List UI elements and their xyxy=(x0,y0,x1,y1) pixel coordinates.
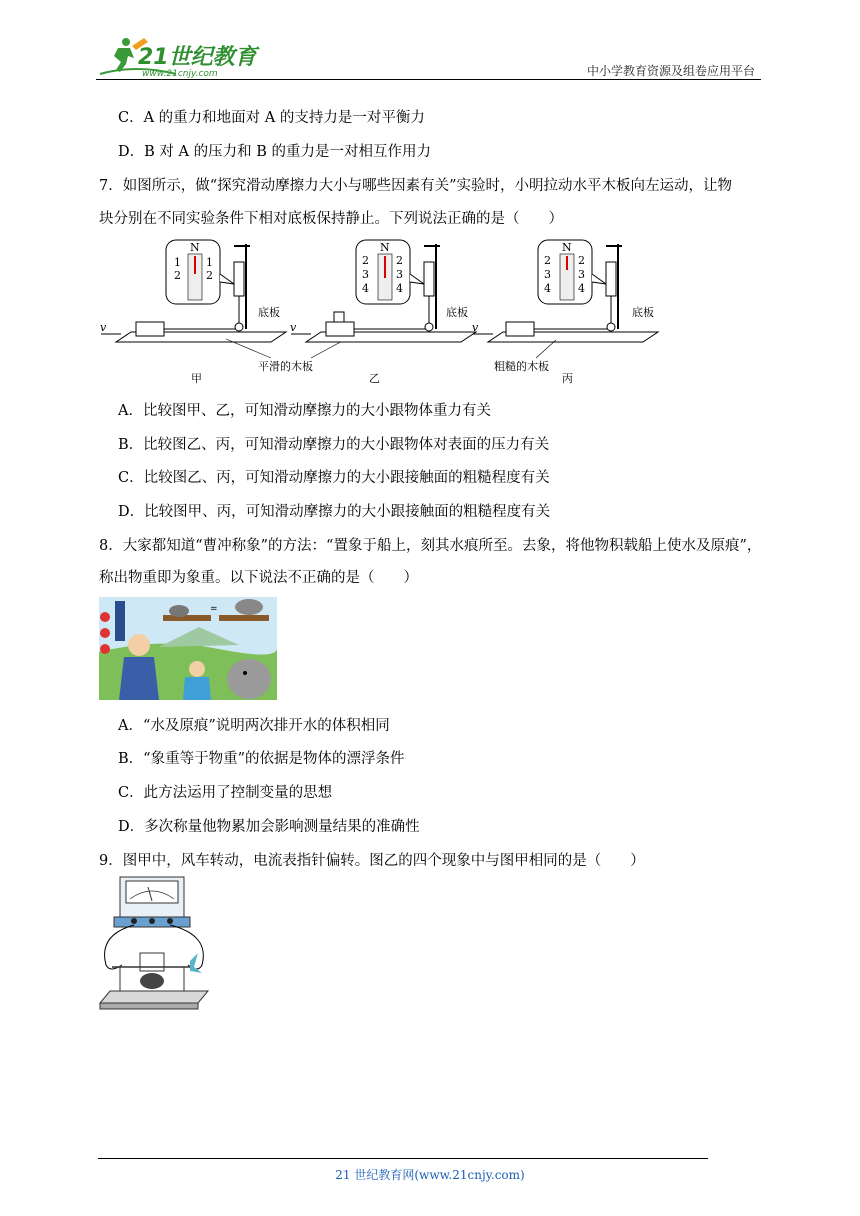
svg-text:N: N xyxy=(190,241,200,254)
q9-stem: 9．图甲中，风车转动，电流表指针偏转。图乙的四个现象中与图甲相同的是（ ） xyxy=(99,853,645,869)
svg-text:1: 1 xyxy=(174,256,181,269)
q8-option-c: C．此方法运用了控制变量的思想 xyxy=(118,785,333,801)
svg-text:2: 2 xyxy=(544,254,551,267)
smooth-board-label: 平滑的木板 xyxy=(258,360,313,373)
q7-option-a: A．比较图甲、乙，可知滑动摩擦力的大小跟物体重力有关 xyxy=(118,403,491,419)
svg-text:v: v xyxy=(472,321,479,334)
q6-option-c: C．A 的重力和地面对 A 的支持力是一对平衡力 xyxy=(118,110,425,126)
footer-divider xyxy=(98,1158,708,1159)
q8-option-b: B．“象重等于物重”的依据是物体的漂浮条件 xyxy=(118,751,405,767)
svg-text:3: 3 xyxy=(544,268,551,281)
svg-text:2: 2 xyxy=(396,254,403,267)
svg-text:4: 4 xyxy=(544,282,551,295)
svg-text:2: 2 xyxy=(174,269,181,282)
panel-bing xyxy=(472,240,658,385)
svg-text:N: N xyxy=(380,241,390,254)
svg-text:4: 4 xyxy=(396,282,403,295)
svg-text:=: = xyxy=(210,604,218,614)
svg-text:3: 3 xyxy=(578,268,585,281)
svg-text:2: 2 xyxy=(578,254,585,267)
svg-text:底板: 底板 xyxy=(446,306,468,319)
q8-option-a: A．“水及原痕”说明两次排开水的体积相同 xyxy=(118,718,390,734)
svg-text:3: 3 xyxy=(396,268,403,281)
svg-text:v: v xyxy=(290,321,297,334)
svg-text:www.21cnjy.com: www.21cnjy.com xyxy=(142,69,218,79)
q7-stem-line1: 7．如图所示，做“探究滑动摩擦力大小与哪些因素有关”实验时，小明拉动水平木板向左运动，让物 xyxy=(99,178,733,194)
svg-text:丙: 丙 xyxy=(562,372,573,385)
q9-windmill-generator-figure xyxy=(98,875,210,1011)
page-header xyxy=(96,34,761,80)
q7-option-c: C．比较图乙、丙，可知滑动摩擦力的大小跟接触面的粗糙程度有关 xyxy=(118,470,550,486)
q6-option-d: D．B 对 A 的压力和 B 的重力是一对相互作用力 xyxy=(118,144,431,160)
svg-text:4: 4 xyxy=(578,282,585,295)
svg-text:底板: 底板 xyxy=(258,306,280,319)
svg-text:4: 4 xyxy=(362,282,369,295)
footer-text: 21 世纪教育网(www.21cnjy.com) xyxy=(335,1168,525,1182)
site-logo xyxy=(96,34,266,80)
q7-option-d: D．比较图甲、丙，可知滑动摩擦力的大小跟接触面的粗糙程度有关 xyxy=(118,504,551,520)
q7-stem-line2: 块分别在不同实验条件下相对底板保持静止。下列说法正确的是（ ） xyxy=(99,211,563,227)
svg-text:甲: 甲 xyxy=(191,372,202,385)
q8-stem-line2: 称出物重即为象重。以下说法不正确的是（ ） xyxy=(99,570,418,586)
q8-option-d: D．多次称量他物累加会影响测量结果的准确性 xyxy=(118,819,420,835)
svg-text:3: 3 xyxy=(362,268,369,281)
svg-text:2: 2 xyxy=(206,269,213,282)
svg-text:N: N xyxy=(562,241,572,254)
q7-friction-figure xyxy=(96,234,676,392)
svg-text:底板: 底板 xyxy=(632,306,654,319)
cao-chong-weighs-elephant-illustration xyxy=(99,597,277,700)
svg-text:2: 2 xyxy=(362,254,369,267)
header-divider xyxy=(96,79,761,80)
q8-stem-line1: 8．大家都知道“曹冲称象”的方法：“置象于船上，刻其水痕所至。去象，将他物积载船上使水及原痕”， xyxy=(99,538,762,554)
svg-text:1: 1 xyxy=(206,256,213,269)
platform-name: 中小学教育资源及组卷应用平台 xyxy=(586,64,755,78)
svg-text:乙: 乙 xyxy=(369,372,380,385)
svg-text:粗糙的木板: 粗糙的木板 xyxy=(494,360,549,373)
svg-text:v: v xyxy=(100,321,107,334)
q7-option-b: B．比较图乙、丙，可知滑动摩擦力的大小跟物体对表面的压力有关 xyxy=(118,437,550,453)
panel-yi xyxy=(290,240,476,385)
svg-text:21世纪教育: 21世纪教育 xyxy=(138,45,257,70)
